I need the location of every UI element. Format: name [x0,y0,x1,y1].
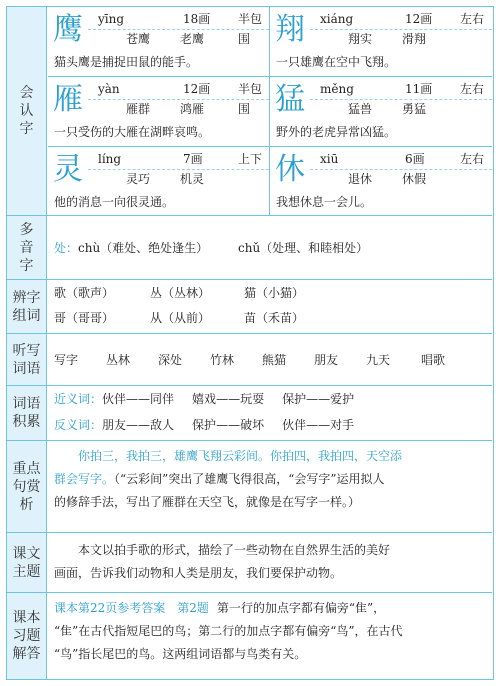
word: 翔实 [348,32,373,46]
word-pair: 丛（丛林） [150,286,211,300]
strokes: 6画 [405,152,425,166]
appreciate-section [7,441,492,533]
example-sentence: 猫头鹰是捕捉田鼠的能手。 [54,55,199,69]
strokes: 12画 [405,12,433,26]
word: 鸿雁 [180,102,205,116]
word-pair: 苗（禾苗） [244,311,305,325]
word: 苍鹰 [126,32,151,46]
example-sentence: 他的消息一向很灵通。 [54,195,175,209]
char-glyph: 翔 [275,12,305,47]
example-sentence: 一只受伤的大雁在湖畔哀鸣。 [54,125,211,139]
word: 休假 [402,172,427,186]
word: 老鹰 [180,32,205,46]
dictation-section [7,334,492,386]
dictation-word: 深处 [158,353,183,367]
char-glyph: 猛 [275,82,305,117]
theme-paragraph: 本文以拍手歌的形式，描绘了一些动物在自然界生活的美好 画面，告诉我们动物和人类是朋友，我们要保护动物。 [54,543,391,580]
study-sheet [6,6,494,680]
structure: 左右 [460,82,485,96]
section-label-dictation: 听写词语 [7,334,47,385]
pinyin: yàn [98,82,120,96]
word: 勇猛 [402,102,427,116]
quote-line-1: 你拍三，我拍三，雄鹰飞翔云彩间。你拍四，我拍四，天空添 [78,449,403,463]
structure: 上下 [238,152,263,166]
theme-section [7,533,492,593]
structure: 半包围 [238,12,263,46]
section-label-polyphone: 多音字 [7,216,47,279]
char-card [269,77,492,146]
section-label-exercise: 课本习题解答 [7,593,47,679]
pinyin: xiáng [320,12,354,26]
word-pair: 从（从前） [150,311,211,325]
char-card [48,7,269,76]
char-glyph: 鹰 [53,12,83,47]
dictation-word: 竹林 [210,353,235,367]
literacy-section [7,7,492,216]
pinyin: měng [320,82,354,96]
synonym-label: 近义词： [54,392,103,406]
pinyin: yīng [98,12,125,26]
dictation-word: 朋友 [314,353,339,367]
example-sentence: 一只雄鹰在空中飞翔。 [276,55,397,69]
dictation-word: 熊猫 [262,353,287,367]
char-glyph: 休 [275,152,305,187]
word: 猛兽 [348,102,373,116]
strokes: 12画 [183,82,211,96]
section-label-literacy: 会认字 [7,7,47,215]
pinyin: líng [98,152,122,166]
dictation-word: 唱歌 [421,353,446,367]
pinyin: xiū [320,152,339,166]
word-pair: 哥（哥哥） [54,311,115,325]
char-glyph: 灵 [53,152,83,187]
antonym-label: 反义词： [54,418,103,432]
section-label-distinguish: 辨字组词 [7,280,47,333]
example-sentence: 我想休息一会儿。 [276,195,373,209]
polyphone-section [7,216,492,280]
word-pair: 猫（小猫） [244,286,305,300]
char-card [269,7,492,76]
polyphone-char: 处： [54,241,79,255]
char-card [269,147,492,215]
polyphone-reading-2: chǔ（处理、和睦相处） [238,241,369,255]
exercise-section [7,593,492,679]
analysis-text: 的修辞手法，写出了雁群在天空飞，就像是在写字一样。） [54,495,361,509]
exercise-answer: 课本第22页参考答案 第2题 第一行的加点字都有偏旁“隹”， “隹”在古代指短尾巴的鸟；第二行的加点字都有偏旁“鸟”，在古代 “鸟”指长尾巴的鸟。这两组词语都与鸟类有关。 [54,601,403,661]
accumulate-section [7,386,492,441]
structure: 半包围 [238,82,263,116]
dictation-word: 丛林 [106,353,131,367]
dictation-word: 写字 [54,353,79,367]
strokes: 18画 [183,12,211,26]
distinguish-section [7,280,492,334]
word: 退休 [348,172,373,186]
structure: 左右 [460,12,485,26]
word: 雁群 [126,102,151,116]
key-sentence-analysis [54,445,488,514]
polyphone-reading-1: chù（难处、绝处逢生） [78,241,209,255]
char-card [48,77,269,146]
word-pair: 歌（歌声） [54,286,115,300]
word: 滑翔 [402,32,427,46]
char-card [48,147,269,215]
dictation-word: 九天 [366,353,391,367]
synonym-line: 近义词：伙伴——同伴 嬉戏——玩耍 保护——爱护 [54,392,355,406]
strokes: 11画 [405,82,433,96]
antonym-line: 反义词：朋友——敌人 保护——破坏 伙伴——对手 [54,418,355,432]
answer-reference: 课本第22页参考答案 第2题 [54,601,209,615]
char-glyph: 雁 [53,82,83,117]
section-label-theme: 课文主题 [7,533,47,592]
example-sentence: 野外的老虎异常凶猛。 [276,125,397,139]
section-label-accumulate: 词语积累 [7,386,47,440]
word: 机灵 [180,172,205,186]
structure: 左右 [460,152,485,166]
section-label-appreciate: 重点句赏析 [7,441,47,532]
strokes: 7画 [183,152,203,166]
quote-line-2: 群会写字。 [54,472,115,486]
word: 灵巧 [126,172,151,186]
analysis-text: （“云彩间”突出了雄鹰飞得很高，“会写字”运用拟人 [114,472,385,486]
